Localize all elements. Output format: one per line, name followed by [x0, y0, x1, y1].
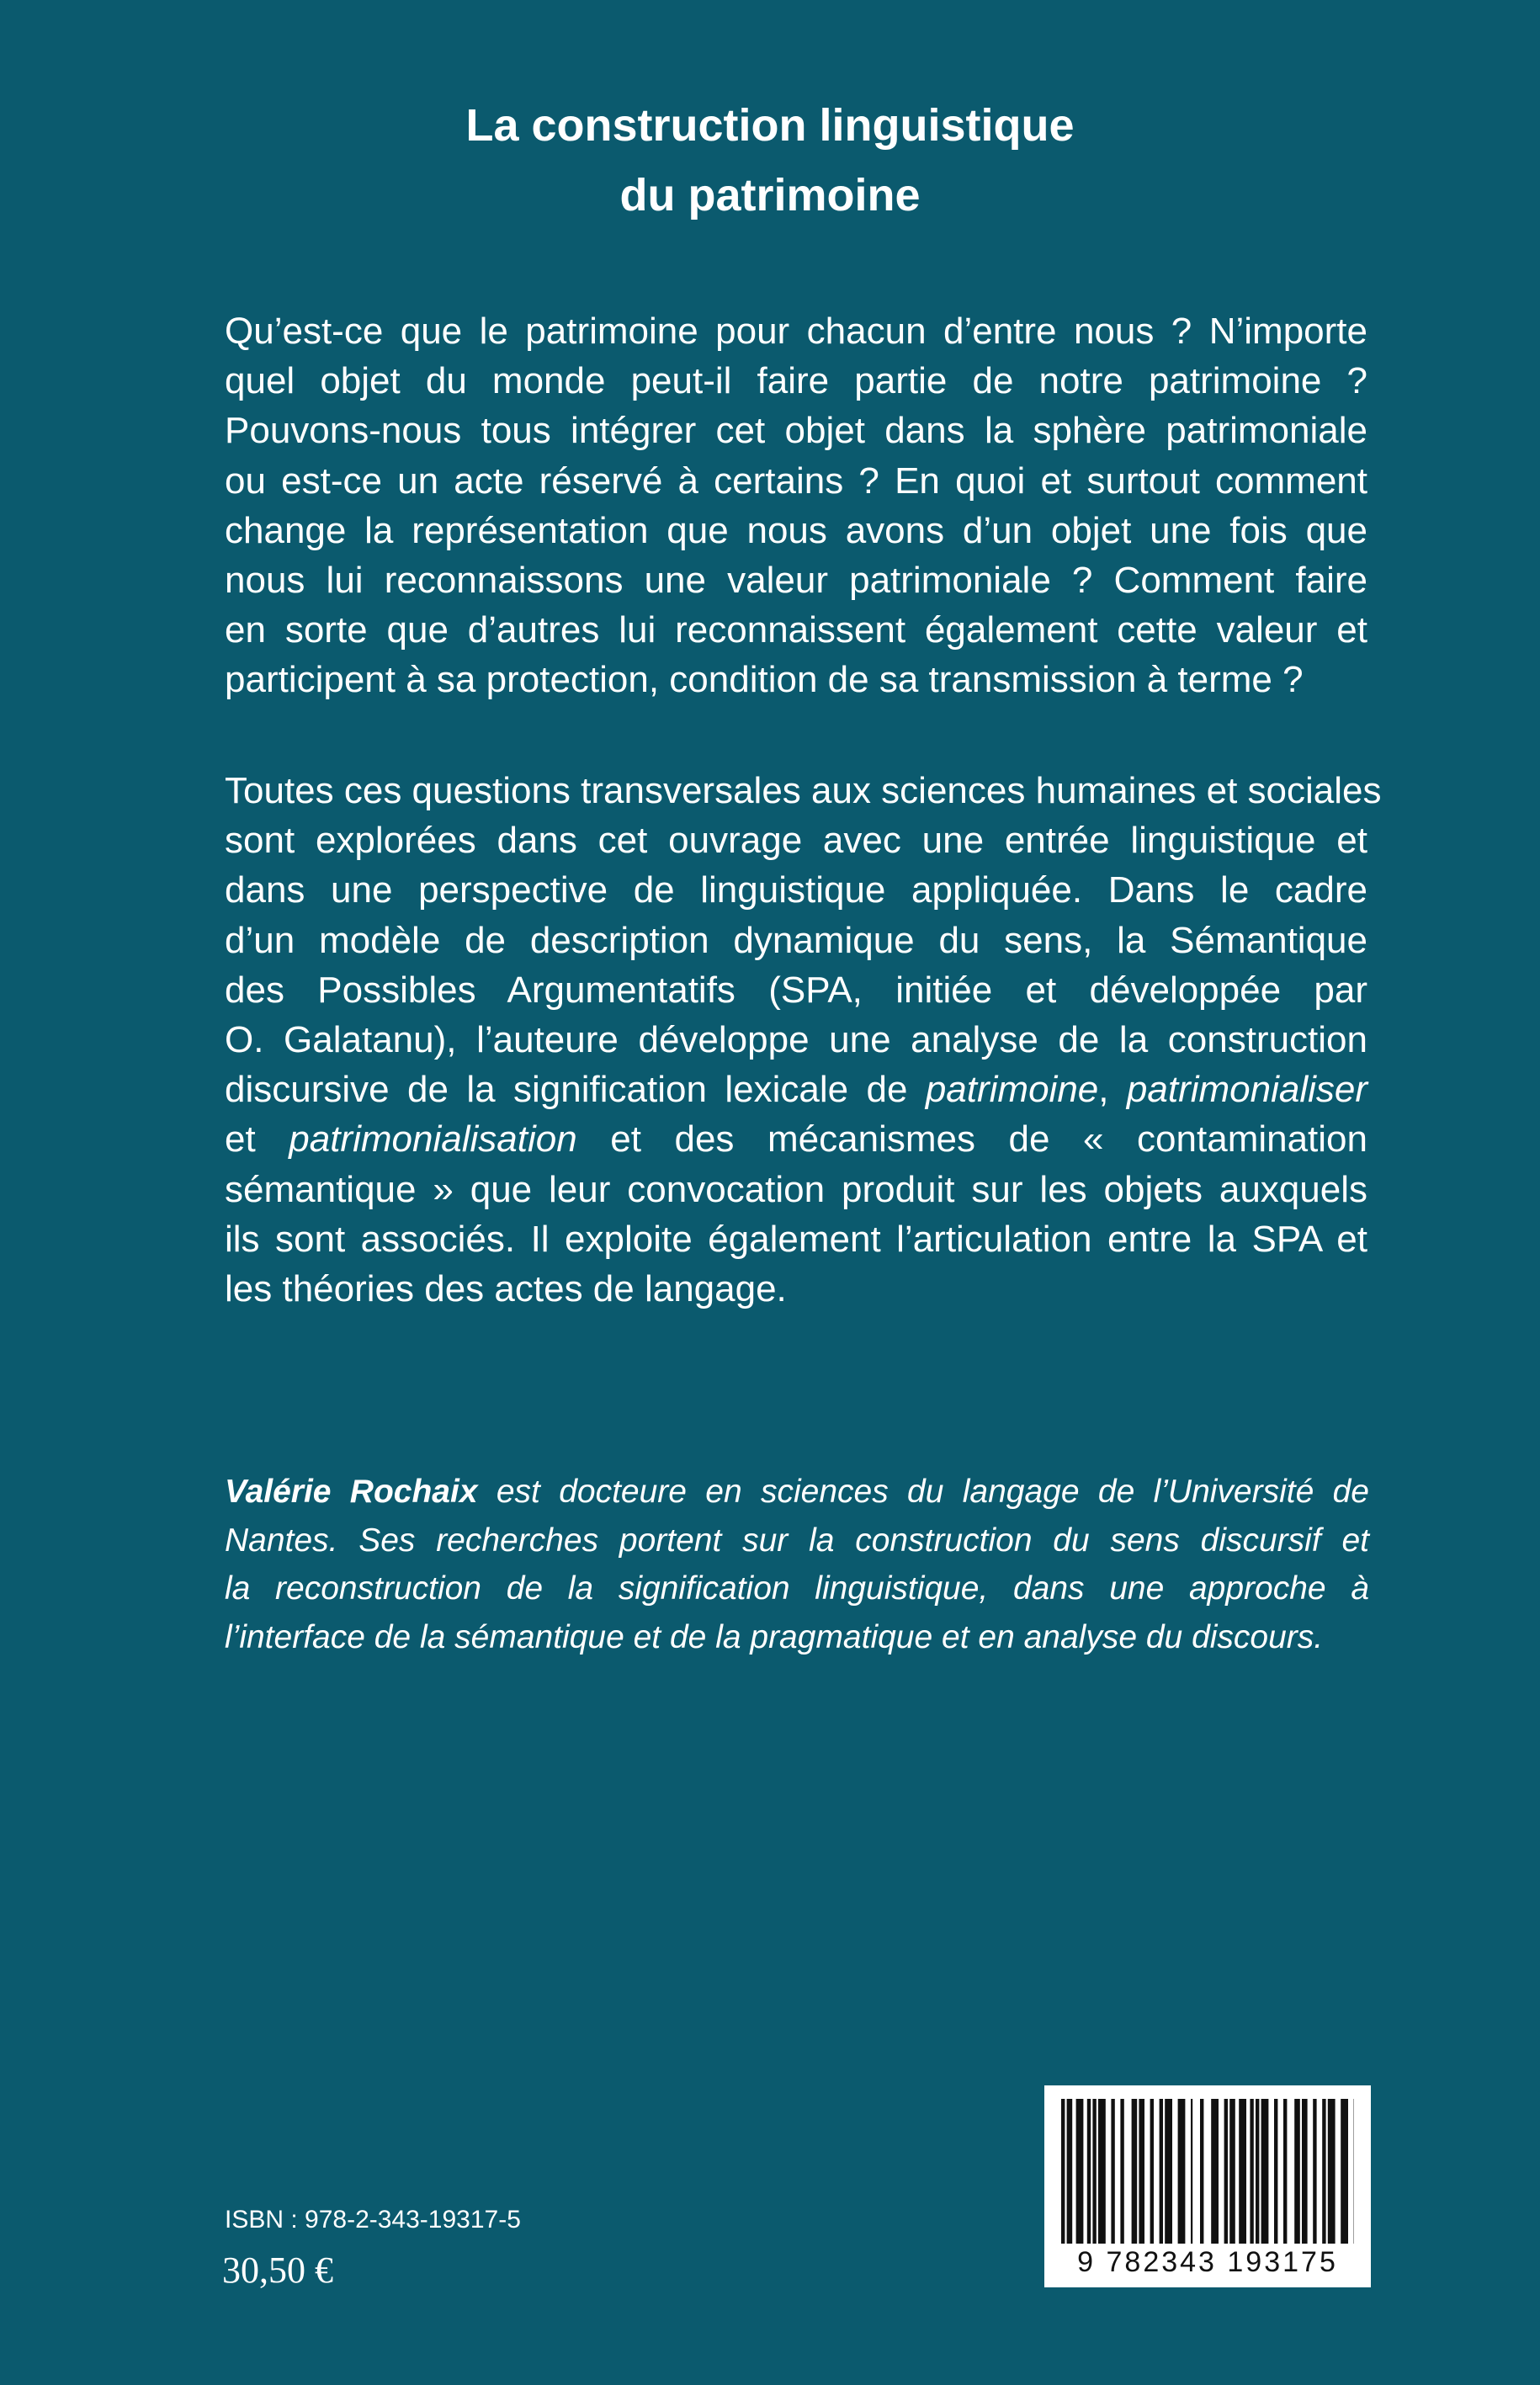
text-run: et: [225, 1118, 289, 1161]
text-line: change la représentation que nous avons d’un objet une fois que: [225, 509, 1367, 551]
text-line: les théories des actes de langage.: [225, 1268, 787, 1310]
text-line: la reconstruction de la signification linguistique, dans une approche à: [225, 1570, 1369, 1607]
barcode-bar: [1092, 2099, 1096, 2244]
book-title-line-2: du patrimoine: [619, 170, 921, 220]
text-line: sémantique » que leur convocation produit sur les objets auxquels: [225, 1168, 1367, 1210]
barcode-bar: [1283, 2099, 1287, 2244]
text-line: dans une perspective de linguistique appliquée. Dans le cadre: [225, 869, 1367, 911]
barcode: [1044, 2085, 1371, 2287]
text-line: Pouvons-nous tous intégrer cet objet dans la sphère patrimoniale: [225, 410, 1367, 452]
text-line: quel objet du monde peut-il faire partie de notre patrimoine ?: [225, 360, 1367, 402]
barcode-bar: [1191, 2099, 1192, 2244]
barcode-bar: [1132, 2099, 1138, 2244]
text-line: nous lui reconnaissons une valeur patrimoniale ? Comment faire: [225, 560, 1367, 602]
barcode-bar: [1067, 2099, 1073, 2244]
text-line: [225, 1065, 1367, 1114]
barcode-bar: [1250, 2099, 1253, 2244]
book-title: [0, 91, 1540, 231]
barcode-bar: [1274, 2099, 1277, 2244]
price: 30,50 €: [222, 2250, 333, 2291]
text-line: l’interface de la sémantique et de la pragmatique et en analyse du discours.: [225, 1618, 1324, 1655]
barcode-bar: [1302, 2099, 1308, 2244]
text-line: [225, 1468, 1369, 1517]
text-run: et des mécanismes de « contamination: [576, 1118, 1368, 1161]
text-line: d’un modèle de description dynamique du sens, la Sémantique: [225, 919, 1367, 961]
barcode-bar: [1160, 2099, 1163, 2244]
barcode-bar: [1239, 2099, 1246, 2244]
text-line: Toutes ces questions transversales aux sciences humaines et sociales: [225, 770, 1382, 811]
summary-paragraph-1: [225, 306, 1367, 705]
text-line: ou est-ce un acte réservé à certains ? En quoi et surtout comment: [225, 459, 1367, 502]
barcode-bar: [1256, 2099, 1259, 2244]
italic-term: patrimoine: [925, 1069, 1099, 1111]
book-title-line-1: La construction linguistique: [465, 100, 1075, 151]
barcode-bar: [1178, 2099, 1186, 2244]
barcode-bar: [1111, 2099, 1114, 2244]
text-line: en sorte que d’autres lui reconnaissent également cette valeur et: [225, 609, 1367, 651]
barcode-bar: [1061, 2099, 1065, 2244]
italic-term: patrimonialiser: [1126, 1069, 1368, 1111]
barcode-bar: [1294, 2099, 1300, 2244]
text-run: est docteure en sciences du langage de l’Université de: [477, 1474, 1369, 1510]
text-line: des Possibles Argumentatifs (SPA, initiée et développée par: [225, 969, 1367, 1011]
barcode-bar: [1150, 2099, 1154, 2244]
text-line: Nantes. Ses recherches portent sur la construction du sens discursif et: [225, 1522, 1369, 1559]
barcode-bar: [1165, 2099, 1172, 2244]
barcode-bar: [1139, 2099, 1144, 2244]
barcode-bar: [1224, 2099, 1228, 2244]
barcode-bar: [1076, 2099, 1084, 2244]
author-bio: [225, 1468, 1369, 1661]
summary-paragraph-2: [225, 766, 1382, 1314]
text-line: Qu’est-ce que le patrimoine pour chacun d’entre nous ? N’importe: [225, 311, 1367, 352]
text-line: participent à sa protection, condition de sa transmission à terme ?: [225, 659, 1304, 701]
barcode-bar: [1313, 2099, 1316, 2244]
text-line: [225, 1114, 1367, 1164]
text-line: O. Galatanu), l’auteure développe une analyse de la construction: [225, 1019, 1367, 1061]
barcode-digits: 9 782343 193175: [1077, 2246, 1338, 2278]
barcode-bar: [1087, 2099, 1091, 2244]
text-run: ,: [1098, 1069, 1127, 1111]
isbn: ISBN : 978-2-343-19317-5: [225, 2206, 521, 2234]
barcode-bar: [1211, 2099, 1219, 2244]
text-line: ils sont associés. Il exploite également l’articulation entre la SPA et: [225, 1218, 1367, 1260]
barcode-bar: [1120, 2099, 1123, 2244]
text-run: discursive de la signification lexicale de: [225, 1069, 926, 1111]
italic-term: patrimonialisation: [289, 1118, 577, 1161]
text-line: sont explorées dans cet ouvrage avec une entrée linguistique et: [225, 820, 1367, 862]
barcode-bar: [1322, 2099, 1325, 2244]
barcode-bar: [1261, 2099, 1269, 2244]
barcode-bar: [1229, 2099, 1235, 2244]
barcode-bar: [1200, 2099, 1203, 2244]
barcode-bar: [1328, 2099, 1336, 2244]
author-name: Valérie Rochaix: [225, 1474, 478, 1510]
barcode-bar: [1098, 2099, 1106, 2244]
barcode-bar: [1341, 2099, 1348, 2244]
